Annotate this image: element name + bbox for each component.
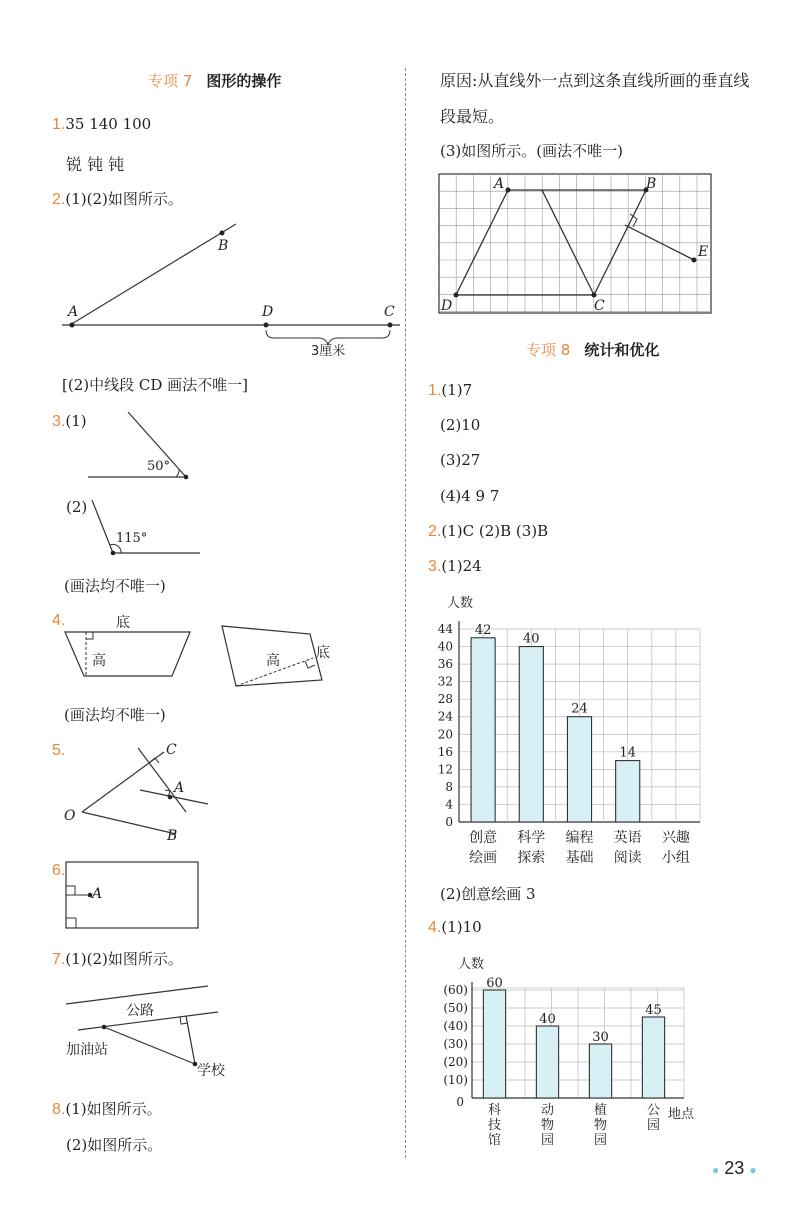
x-tick-label: 科 xyxy=(487,1103,502,1118)
y-tick-label: (60) xyxy=(443,983,468,997)
grid-label-d: D xyxy=(441,298,453,314)
bar-value-label: 40 xyxy=(523,631,540,647)
y-axis-label: 人数 xyxy=(458,957,485,972)
q7-school-label: 学校 xyxy=(197,1063,225,1079)
bar xyxy=(483,990,505,1098)
q7-text: (1)(2)如图所示。 xyxy=(65,950,183,968)
r-q1-a1: (1)7 xyxy=(441,381,473,399)
r-q3-answer2: (2)创意绘画 3 xyxy=(440,885,536,903)
q3-part2-label: (2) xyxy=(66,498,88,516)
page-number-value: 23 xyxy=(724,1158,745,1178)
x-tick-label: 创意 xyxy=(469,830,498,846)
q8-number: 8. xyxy=(52,1101,66,1118)
q5-label-a: A xyxy=(174,780,185,796)
q2-label-c: C xyxy=(384,304,395,320)
q1-line2: 锐 钝 钝 xyxy=(66,155,125,174)
bar xyxy=(536,1026,558,1098)
y-tick-label: 44 xyxy=(437,622,453,636)
r-q4-text: (1)10 xyxy=(441,918,482,936)
x-tick-label: 小组 xyxy=(661,850,690,866)
section-8-label: 专项 8 xyxy=(526,341,571,359)
q2-text: (1)(2)如图所示。 xyxy=(65,190,183,208)
x-axis-label: 地点 xyxy=(668,1107,695,1122)
q2-label-a: A xyxy=(68,304,79,320)
grid-label-c: C xyxy=(594,298,605,314)
r-q1-a2: (2)10 xyxy=(440,416,481,434)
section-7-label: 专项 7 xyxy=(148,72,193,90)
bar-value-label: 40 xyxy=(539,1012,556,1027)
q8-part1: (1)如图所示。 xyxy=(65,1100,162,1118)
y-tick-label: 20 xyxy=(437,727,453,742)
q3-number: 3. xyxy=(52,413,66,430)
r-q1-a4: (4)4 9 7 xyxy=(440,487,500,505)
q2-label-b: B xyxy=(218,238,229,254)
q4-height-label-2: 高 xyxy=(266,653,280,669)
x-tick-label: 物 xyxy=(540,1118,555,1133)
x-tick-label: 绘画 xyxy=(469,850,498,866)
q6-number: 6. xyxy=(52,862,66,879)
reason-line-1: 原因:从直线外一点到这条直线所画的垂直线 xyxy=(440,71,750,90)
y-tick-label: 36 xyxy=(437,657,453,672)
x-tick-label: 植 xyxy=(593,1103,608,1118)
q3-note: (画法均不唯一) xyxy=(64,577,166,595)
q4-note: (画法均不唯一) xyxy=(64,706,166,724)
q2-number: 2. xyxy=(52,191,66,208)
q5-label-c: C xyxy=(166,742,177,758)
x-tick-label: 探索 xyxy=(517,850,546,866)
q1-number: 1. xyxy=(52,116,66,133)
q6-label-a: A xyxy=(92,886,103,902)
x-tick-label: 园 xyxy=(646,1118,661,1133)
bar xyxy=(642,1017,664,1098)
r-q1-a3: (3)27 xyxy=(440,451,481,469)
y-tick-label: 24 xyxy=(437,709,453,724)
y-tick-label: 0 xyxy=(445,815,453,829)
bar-value-label: 14 xyxy=(619,745,636,761)
r-q2-number: 2. xyxy=(428,523,442,540)
q3-part1-label: (1) xyxy=(65,412,87,430)
x-tick-label: 基础 xyxy=(565,850,594,866)
q5-label-b: B xyxy=(167,828,178,844)
section-7-title: 图形的操作 xyxy=(206,72,282,90)
x-tick-label: 编程 xyxy=(565,830,594,846)
q7-station-label: 加油站 xyxy=(66,1042,108,1058)
page-number: ● 23 ● xyxy=(712,1158,757,1178)
y-tick-label: 40 xyxy=(437,639,453,654)
r-q3-text: (1)24 xyxy=(441,557,482,575)
x-tick-label: 阅读 xyxy=(613,850,642,866)
y-tick-label: 16 xyxy=(437,744,453,759)
q3-angle1: 50° xyxy=(147,459,171,474)
r-q2-text: (1)C (2)B (3)B xyxy=(441,522,549,540)
q4-number: 4. xyxy=(52,612,66,629)
bar-value-label: 42 xyxy=(474,622,492,638)
bar-value-label: 30 xyxy=(592,1030,609,1045)
q7-road-label: 公路 xyxy=(126,1003,154,1019)
x-tick-label: 馆 xyxy=(487,1133,502,1148)
grid-label-e: E xyxy=(698,244,709,260)
q4-base-label-2: 底 xyxy=(316,645,330,661)
y-tick-label: 28 xyxy=(437,692,453,707)
y-tick-label: 0 xyxy=(456,1095,464,1109)
bar-value-label: 45 xyxy=(645,1003,662,1018)
y-tick-label: (30) xyxy=(443,1037,468,1051)
x-tick-label: 园 xyxy=(540,1133,555,1148)
r-q1-number: 1. xyxy=(428,382,442,399)
q2-note: [(2)中线段 CD 画法不唯一] xyxy=(62,376,248,394)
q1-line1: 35 140 100 xyxy=(65,115,152,133)
section-8-title: 统计和优化 xyxy=(584,341,660,359)
y-axis-label: 人数 xyxy=(447,596,474,611)
y-tick-label: 32 xyxy=(437,674,453,689)
y-tick-label: 12 xyxy=(437,762,453,777)
y-tick-label: (10) xyxy=(443,1073,468,1087)
y-tick-label: (50) xyxy=(443,1001,468,1015)
r-q3-number: 3. xyxy=(428,558,442,575)
q2-length-label: 3厘米 xyxy=(311,344,346,359)
q5-label-o: O xyxy=(64,808,76,824)
q4-height-label-1: 高 xyxy=(92,653,106,669)
bar-value-label: 24 xyxy=(571,701,588,717)
x-tick-label: 公 xyxy=(646,1103,661,1118)
y-tick-label: (20) xyxy=(443,1055,468,1069)
x-tick-label: 动 xyxy=(540,1103,555,1118)
grid-label-b: B xyxy=(646,176,657,192)
q2-label-d: D xyxy=(262,304,274,320)
reason-line-2: 段最短。 xyxy=(440,107,505,126)
q5-number: 5. xyxy=(52,742,66,759)
x-tick-label: 物 xyxy=(593,1118,608,1133)
x-tick-label: 兴趣 xyxy=(661,830,690,846)
x-tick-label: 英语 xyxy=(613,830,642,846)
x-tick-label: 科学 xyxy=(517,830,546,846)
y-tick-label: 4 xyxy=(445,797,453,812)
x-tick-label: 园 xyxy=(593,1133,608,1148)
q3-angle2: 115° xyxy=(116,531,148,546)
y-tick-label: (40) xyxy=(443,1019,468,1033)
q4-base-label-1: 底 xyxy=(116,615,130,631)
y-tick-label: 8 xyxy=(445,779,453,794)
r-q4-number: 4. xyxy=(428,919,442,936)
grid-label-a: A xyxy=(494,176,505,192)
bar xyxy=(589,1044,611,1098)
bar-value-label: 60 xyxy=(486,976,503,991)
q8-part2: (2)如图所示。 xyxy=(66,1136,163,1154)
x-tick-label: 技 xyxy=(487,1118,502,1133)
q7-number: 7. xyxy=(52,951,66,968)
part3-text: (3)如图所示。(画法不唯一) xyxy=(440,142,623,160)
